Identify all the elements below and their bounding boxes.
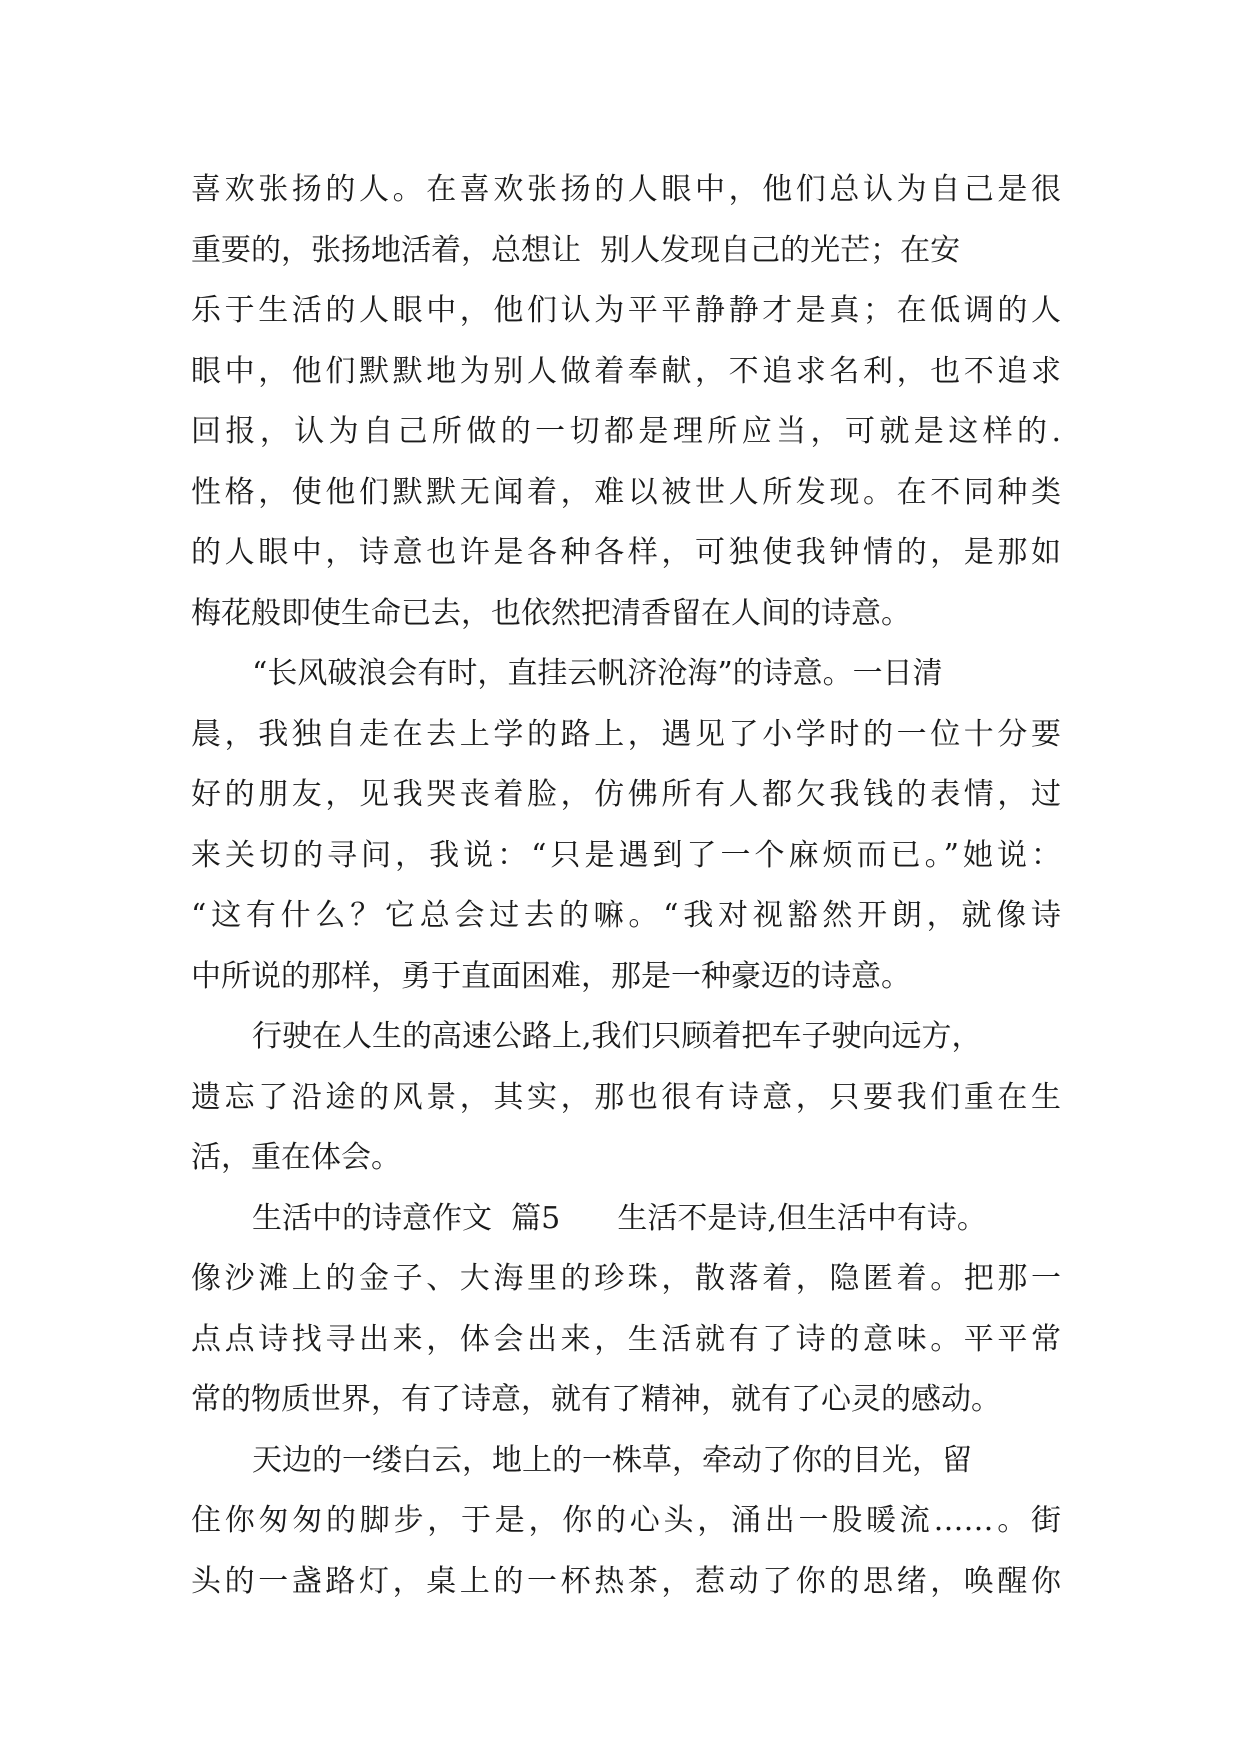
text-line: 晨，我独自走在去上学的路上，遇见了小学时的一位十分要: [191, 716, 1061, 752]
text-line: 回报，认为自己所做的一切都是理所应当，可就是这样的.: [191, 414, 1061, 449]
text-line: 乐于生活的人眼中，他们认为平平静静才是真；在低调的人: [191, 293, 1061, 328]
text-line: 重要的，张扬地活着，总想让 别人发现自己的光芒；在安: [191, 232, 961, 268]
text-line: 住你匆匆的脚步，于是，你的心头，涌出一股暖流……。街: [191, 1503, 1061, 1538]
text-line: 点点诗找寻出来，体会出来，生活就有了诗的意味。平平常: [191, 1321, 1061, 1357]
text-line: 像沙滩上的金子、大海里的珍珠，散落着，隐匿着。把那一: [191, 1261, 1061, 1296]
text-line: 梅花般即使生命已去，也依然把清香留在人间的诗意。: [191, 595, 911, 631]
text-line: 的人眼中，诗意也许是各种各样，可独使我钟情的，是那如: [191, 535, 1061, 570]
section-heading-line: 生活中的诗意作文 篇5 生活不是诗,但生活中有诗。: [252, 1200, 987, 1236]
text-line: 来关切的寻问，我说：“只是遇到了一个麻烦而已。”她说：: [191, 837, 1061, 873]
text-line: 喜欢张扬的人。在喜欢张扬的人眼中，他们总认为自己是很: [191, 172, 1061, 207]
text-line: 活，重在体会。: [191, 1140, 401, 1175]
paragraph-start-line: “长风破浪会有时，直挂云帆济沧海”的诗意。一日清: [252, 656, 943, 691]
paragraph-start-line: 天边的一缕白云，地上的一株草，牵动了你的目光，留: [252, 1442, 972, 1478]
text-line: 头的一盏路灯，桌上的一杯热茶，惹动了你的思绪，唤醒你: [191, 1563, 1061, 1599]
text-line: “这有什么？它总会过去的嘛。“我对视豁然开朗，就像诗: [191, 898, 1061, 933]
text-line: 性格，使他们默默无闻着，难以被世人所发现。在不同种类: [191, 474, 1061, 510]
text-line: 中所说的那样，勇于直面困难，那是一种豪迈的诗意。: [191, 958, 911, 994]
text-line: 遗忘了沿途的风景，其实，那也很有诗意，只要我们重在生: [191, 1079, 1061, 1115]
paragraph-start-line: 行驶在人生的高速公路上,我们只顾着把车子驶向远方，: [252, 1019, 982, 1054]
text-line: 好的朋友，见我哭丧着脸，仿佛所有人都欠我钱的表情，过: [191, 777, 1061, 812]
text-line: 常的物质世界，有了诗意，就有了精神，就有了心灵的感动。: [191, 1382, 1001, 1417]
text-line: 眼中，他们默默地为别人做着奉献，不追求名利，也不追求: [191, 353, 1061, 389]
essay-body: [191, 160, 1061, 1612]
